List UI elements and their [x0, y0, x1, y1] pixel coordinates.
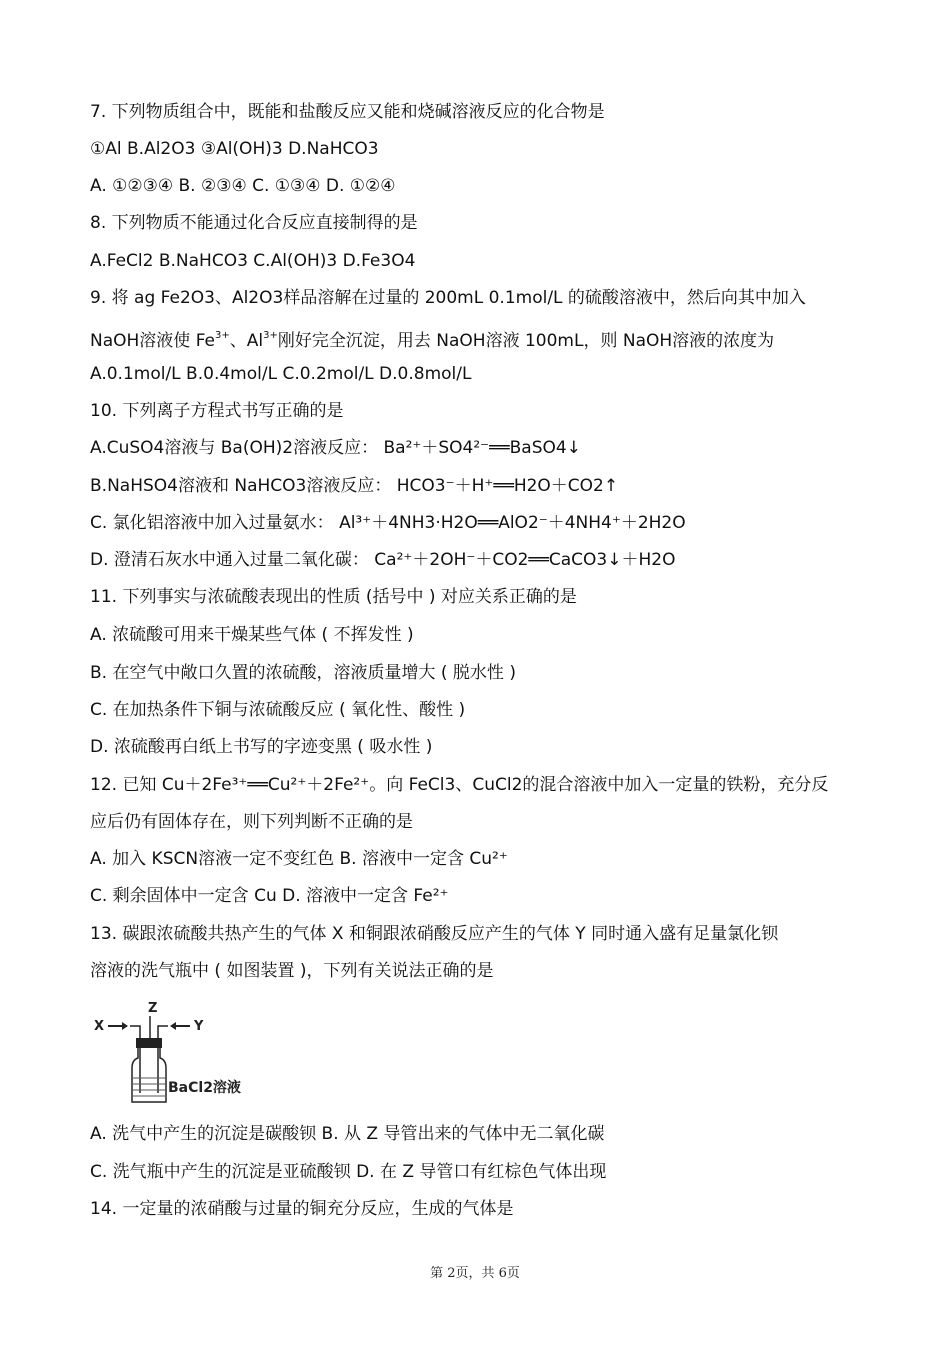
question-7-options: A. ①②③④ B. ②③④ C. ①③④ D. ①②④	[90, 176, 396, 196]
question-10-option-c: C. 氯化铝溶液中加入过量氨水： Al³⁺＋4NH3·H2O══AlO2⁻＋4NH4⁺＋2H2O	[90, 513, 686, 533]
q9-text-part2: 、Al	[229, 331, 264, 351]
q9-sup-fe: 3+	[215, 330, 230, 341]
bottle-stopper	[136, 1038, 162, 1048]
arrow-y-head	[170, 1022, 176, 1030]
figure-label-y: Y	[194, 1019, 204, 1034]
question-9-options: A.0.1mol/L B.0.4mol/L C.0.2mol/L D.0.8mol/L	[90, 364, 472, 384]
figure-label-z: Z	[148, 1001, 158, 1016]
question-12-stem-line1: 12. 已知 Cu＋2Fe³⁺══Cu²⁺＋2Fe²⁺。向 FeCl3、CuCl2的混合溶液中加入一定量的铁粉，充分反	[90, 775, 829, 795]
question-11-option-c: C. 在加热条件下铜与浓硫酸反应 ( 氧化性、酸性 )	[90, 700, 466, 720]
question-10-option-d: D. 澄清石灰水中通入过量二氧化碳： Ca²⁺＋2OH⁻＋CO2══CaCO3↓＋H2O	[90, 550, 676, 570]
question-9-stem-line2	[90, 325, 860, 352]
question-13-stem-line2: 溶液的洗气瓶中 ( 如图装置 )，下列有关说法正确的是	[90, 961, 494, 981]
question-9-stem-line1: 9. 将 ag Fe2O3、Al2O3样品溶解在过量的 200mL 0.1mol/L 的硫酸溶液中，然后向其中加入	[90, 288, 806, 308]
question-13-stem-line1: 13. 碳跟浓硫酸共热产生的气体 X 和铜跟浓硝酸反应产生的气体 Y 同时通入盛有足量氯化钡	[90, 924, 779, 944]
question-8-stem: 8. 下列物质不能通过化合反应直接制得的是	[90, 213, 418, 233]
question-11-option-d: D. 浓硫酸再白纸上书写的字迹变黑 ( 吸水性 )	[90, 737, 433, 757]
page-footer: 第 2页，共 6页	[430, 1266, 520, 1281]
figure-caption: BaCl2溶液	[168, 1080, 241, 1096]
question-12-options-cd: C. 剩余固体中一定含 Cu D. 溶液中一定含 Fe²⁺	[90, 886, 449, 906]
q9-text-part3: 刚好完全沉淀，用去 NaOH溶液 100mL，则 NaOH溶液的浓度为	[277, 331, 775, 351]
question-8-options: A.FeCl2 B.NaHCO3 C.Al(OH)3 D.Fe3O4	[90, 251, 416, 271]
question-12-stem-line2: 应后仍有固体存在，则下列判断不正确的是	[90, 812, 413, 832]
question-13-options-cd: C. 洗气瓶中产生的沉淀是亚硫酸钡 D. 在 Z 导管口有红棕色气体出现	[90, 1162, 607, 1182]
question-7-items: ①Al B.Al2O3 ③Al(OH)3 D.NaHCO3	[90, 139, 379, 159]
figure-label-x: X	[94, 1019, 105, 1034]
question-14-stem: 14. 一定量的浓硝酸与过量的铜充分反应，生成的气体是	[90, 1199, 514, 1219]
question-13-options-ab: A. 洗气中产生的沉淀是碳酸钡 B. 从 Z 导管出来的气体中无二氧化碳	[90, 1124, 605, 1144]
question-10-stem: 10. 下列离子方程式书写正确的是	[90, 401, 344, 421]
question-12-options-ab: A. 加入 KSCN溶液一定不变红色 B. 溶液中一定含 Cu²⁺	[90, 849, 508, 869]
bottle-body	[132, 1048, 166, 1102]
question-11-stem: 11. 下列事实与浓硫酸表现出的性质 (括号中 ) 对应关系正确的是	[90, 587, 577, 607]
question-10-option-b: B.NaHSO4溶液和 NaHCO3溶液反应： HCO3⁻＋H⁺══H2O＋CO2↑	[90, 476, 619, 496]
question-11-option-b: B. 在空气中敞口久置的浓硫酸，溶液质量增大 ( 脱水性 )	[90, 663, 516, 683]
q9-sup-al: 3+	[263, 330, 278, 341]
question-10-option-a: A.CuSO4溶液与 Ba(OH)2溶液反应： Ba²⁺＋SO4²⁻══BaSO4↓	[90, 438, 581, 458]
question-11-option-a: A. 浓硫酸可用来干燥某些气体 ( 不挥发性 )	[90, 625, 414, 645]
arrow-x-head	[122, 1022, 128, 1030]
question-7-stem: 7. 下列物质组合中，既能和盐酸反应又能和烧碱溶液反应的化合物是	[90, 102, 605, 122]
q9-text-part1: NaOH溶液使 Fe	[90, 331, 216, 351]
